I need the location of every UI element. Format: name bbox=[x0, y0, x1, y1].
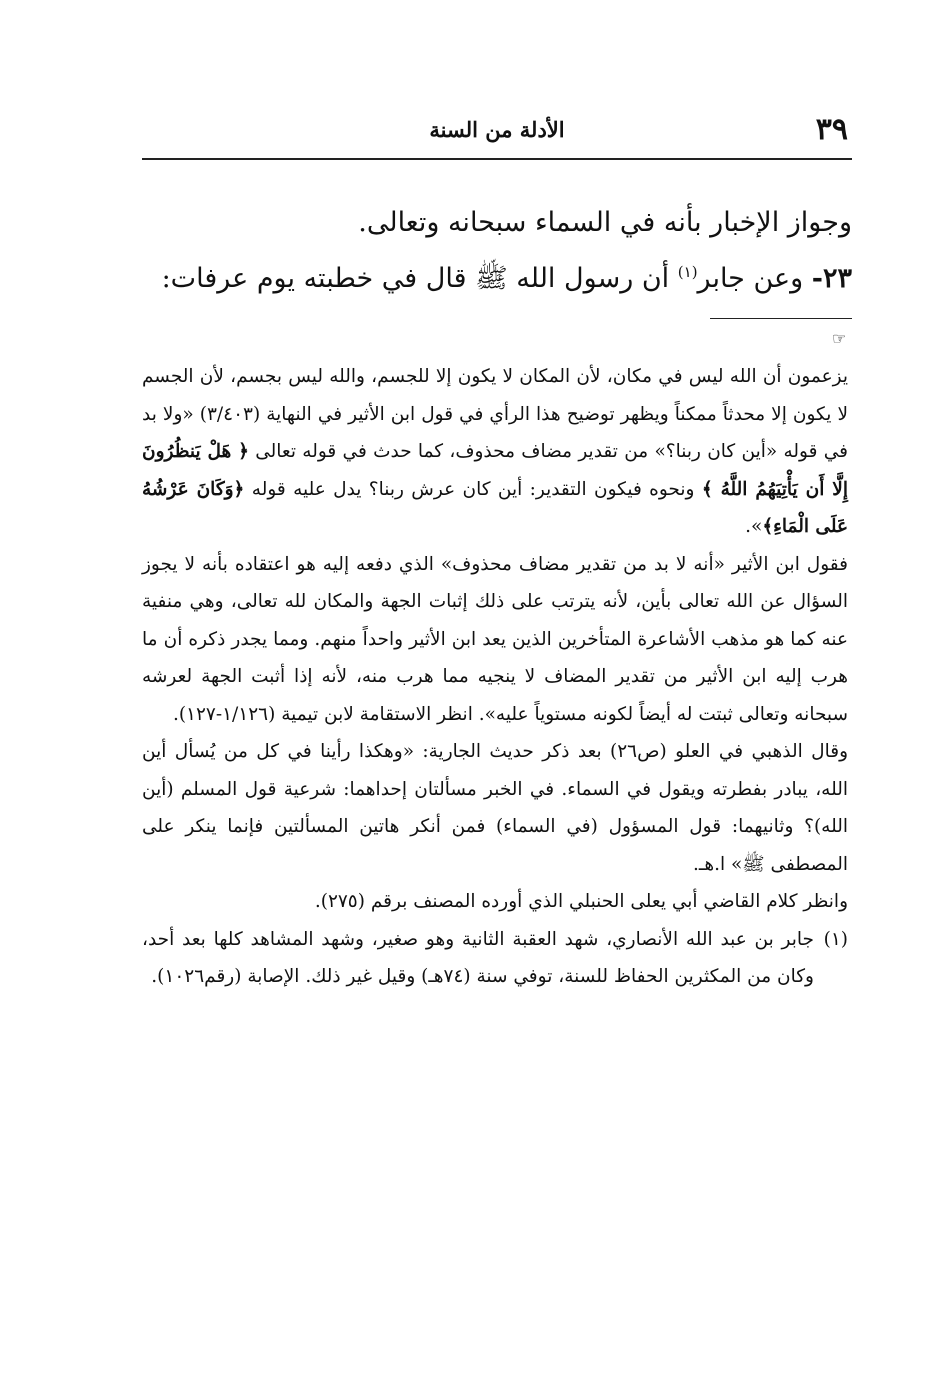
note-paragraph-4: وانظر كلام القاضي أبي يعلى الحنبلي الذي أورده المصنف برقم (٢٧٥). bbox=[314, 891, 848, 912]
hadith-intro-b: أن رسول الله ﷺ قال في خطبته يوم عرفات: bbox=[161, 263, 670, 294]
note-paragraph-2: فقول ابن الأثير «أنه لا بد من تقدير مضاف محذوف» الذي دفعه إليه هو اعتقاده بأنه لا يجوز السؤال عن الله تعالى بأين، لأنه يترتب على ذلك إثبات الجهة والمكان لله تعالى، وهي منفية عنه كما هو مذهب الأشاعرة المتأخرين الذين يعد ابن الأثير واحداً منهم. ومما يجدر ذكره أن ما هرب إليه ابن الأثير من تقدير المضاف لا ينجيه مما هرب منه، لأنه إذا أثبت الجهة لعرشه سبحانه وتعالى ثبتت له أيضاً لكونه مستوياً عليه». انظر الاستقامة لابن تيمية (١/١٢٦-١٢٧). bbox=[142, 553, 848, 725]
note-paragraph-1 bbox=[142, 358, 848, 546]
note-p1-a: يزعمون أن الله ليس في مكان، لأن المكان لا يكون إلا للجسم، والله ليس بجسم، لأن الجسم لا يكون إلا محدثاً ممكناً ويظهر توضيح هذا الرأي في قول ابن الأثير في النهاية (٣/٤٠٣) «ولا بد في قوله «أين كان ربنا؟» من تقدير مضاف محذوف، كما حدث في قوله تعالى bbox=[142, 366, 848, 462]
page-number: ٣٩ bbox=[815, 112, 848, 147]
main-text bbox=[142, 195, 852, 307]
note-p1-c: ». bbox=[745, 516, 763, 537]
hadith-number: ٢٣- bbox=[811, 263, 852, 294]
footnote-separator bbox=[710, 318, 852, 319]
hadith-intro-a: وعن جابر bbox=[697, 263, 804, 294]
page-header bbox=[142, 108, 852, 156]
note-paragraph-3: وقال الذهبي في العلو (ص٢٦) بعد ذكر حديث الجارية: «وهكذا رأينا في كل من يُسأل أين الله، يبادر بفطرته ويقول في السماء. في الخبر مسألتان إحداهما: شرعية قول المسلم (أين الله)؟ وثانيهما: قول المسؤول (في السماء) فمن أنكر هاتين المسألتين فإنما ينكر على المصطفى ﷺ» ا.هـ. bbox=[142, 741, 848, 875]
continuation-hand-icon: ☞ bbox=[832, 329, 847, 348]
quran-verse-1: ﴿ هَلْ يَنظُرُونَ إِلَّا أَن يَأْتِيَهُمُ اللَّهُ ﴾ bbox=[142, 441, 848, 500]
footnote-1-label: (١) bbox=[823, 928, 848, 950]
footnote-reference: (١) bbox=[677, 263, 698, 281]
footnote-1 bbox=[142, 921, 848, 996]
footnotes bbox=[142, 358, 848, 996]
header-rule bbox=[142, 158, 852, 160]
footnote-1-text: جابر بن عبد الله الأنصاري، شهد العقبة الثانية وهو صغير، وشهد المشاهد كلها بعد أحد، وكان من المكثرين الحفاظ للسنة، توفي سنة (٧٤هـ) وقيل غير ذلك. الإصابة (رقم١٠٢٦). bbox=[142, 928, 814, 987]
main-line-1: وجواز الإخبار بأنه في السماء سبحانه وتعالى. bbox=[358, 207, 852, 238]
quran-verse-2: ﴿وَكَانَ عَرْشُهُ عَلَى الْمَاءِ﴾ bbox=[142, 478, 848, 537]
note-p1-b: ونحوه فيكون التقدير: أين كان عرش ربنا؟ يدل عليه قوله bbox=[251, 478, 695, 500]
main-line-2 bbox=[142, 251, 852, 307]
running-title: الأدلة من السنة bbox=[429, 117, 565, 142]
